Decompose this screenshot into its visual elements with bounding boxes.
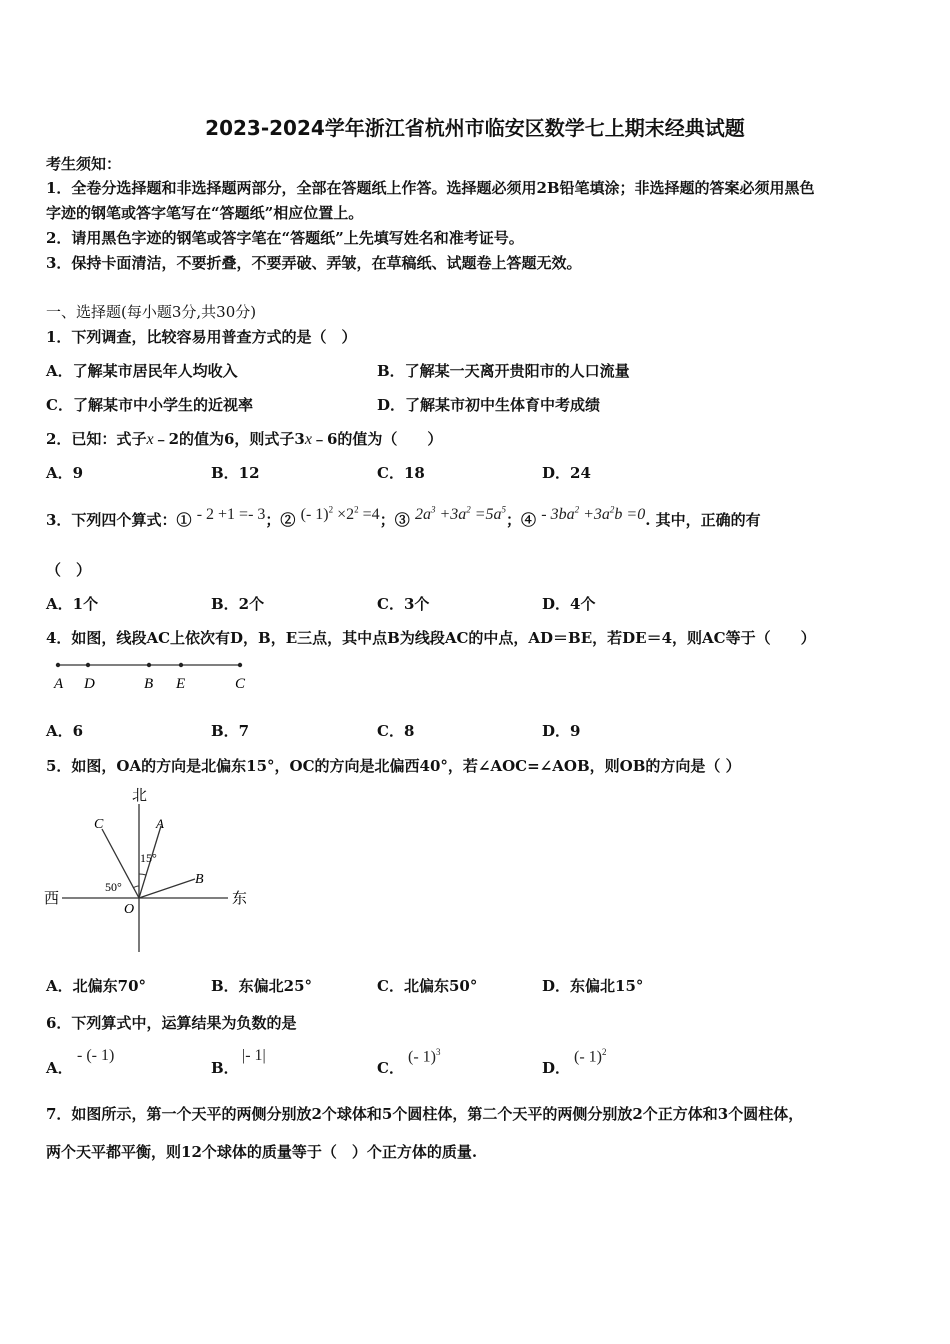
q6-option-a-expr: - (- 1)	[77, 1047, 115, 1064]
q4-point-a	[56, 663, 60, 667]
q6-option-b: B．	[211, 1059, 239, 1077]
q6-option-c-expr: (- 1)$^3$	[408, 1047, 441, 1066]
q5-label-west: 西	[44, 891, 60, 907]
q3-option-b: B．2个	[211, 595, 265, 613]
q1-option-c: C．了解某市中小学生的近视率	[46, 396, 253, 414]
q2-stem-a: 2．已知：式子	[46, 430, 147, 448]
q4-point-c	[238, 663, 242, 667]
q4-label-e: E	[176, 676, 186, 692]
section-heading: 一、选择题(每小题3分,共30分)	[46, 303, 257, 321]
q5-angle-arc-50	[133, 886, 139, 888]
q2-stem	[46, 428, 442, 449]
q4-point-e	[179, 663, 183, 667]
q5-option-c: C．北偏东50°	[377, 977, 478, 995]
q3-stem	[46, 504, 761, 530]
q7-line-2: 两个天平都平衡，则12个球体的质量等于（ ）个正方体的质量.	[46, 1143, 478, 1161]
q2-var-x2: x	[304, 431, 312, 448]
q3-formula-1: - 2 +1 =- 3	[196, 506, 266, 523]
q2-stem-b: ﹣2的值为6，则式子3	[153, 430, 305, 448]
q6-option-a: A．	[46, 1059, 73, 1077]
q4-option-a: A．6	[46, 722, 84, 740]
q4-option-d: D．9	[542, 722, 581, 740]
q3-paren: （ ）	[46, 561, 92, 579]
q3-option-d: D．4个	[542, 595, 596, 613]
q5-ray-ob	[139, 879, 195, 898]
q6-option-c: C．	[377, 1059, 404, 1077]
q3-formula-4: - $3ba^2 +3a^2b =0$	[541, 504, 646, 523]
q2-option-c: C．18	[377, 464, 425, 482]
q5-angle-arc-15	[139, 874, 146, 875]
q7-line-1: 7．如图所示，第一个天平的两侧分别放2个球体和5个圆柱体，第二个天平的两侧分别放2个正方体和3个圆柱体，	[46, 1105, 804, 1123]
q6-option-b-expr: |- 1|	[242, 1047, 266, 1064]
q5-option-a: A．北偏东70°	[46, 977, 147, 995]
q3-formula-3: $2a^3 +3a^2 =5a^5$	[414, 504, 507, 523]
q5-direction-figure	[40, 782, 260, 957]
q4-point-b	[147, 663, 151, 667]
q3-sep-2: ；②	[265, 511, 296, 529]
q3-option-c: C．3个	[377, 595, 430, 613]
q1-stem: 1．下列调查，比较容易用普查方式的是（ ）	[46, 328, 357, 346]
q3-sep-3: ；③	[379, 511, 410, 529]
q2-var-x: x	[146, 431, 154, 448]
q5-angle-50: 50°	[105, 880, 122, 894]
q5-angle-15: 15°	[140, 851, 157, 865]
q6-option-d-expr: (- 1)$^2$	[574, 1047, 607, 1066]
notice-line-1a: 1．全卷分选择题和非选择题两部分，全部在答题纸上作答。选择题必须用2B铅笔填涂；非选择题的答案必须用黑色	[46, 179, 815, 197]
q4-point-d	[86, 663, 90, 667]
q5-label-a: A	[156, 816, 164, 831]
q5-option-d: D．东偏北15°	[542, 977, 644, 995]
q5-option-b: B．东偏北25°	[211, 977, 313, 995]
notice-line-3: 3．保持卡面清洁，不要折叠，不要弄破、弄皱，在草稿纸、试题卷上答题无效。	[46, 254, 582, 272]
page-title: 2023-2024学年浙江省杭州市临安区数学七上期末经典试题	[205, 116, 745, 140]
q2-option-b: B．12	[211, 464, 260, 482]
q5-label-east: 东	[232, 891, 248, 907]
q4-option-c: C．8	[377, 722, 415, 740]
q3-option-a: A．1个	[46, 595, 99, 613]
q5-label-north: 北	[132, 788, 148, 804]
q3-formula-2: (- $1)^2 \times 2^2 =4$	[300, 504, 380, 523]
notice-line-2: 2．请用黑色字迹的钢笔或答字笔在“答题纸”上先填写姓名和准考证号。	[46, 229, 524, 247]
q4-label-d: D	[84, 676, 95, 692]
q3-stem-a: 3．下列四个算式：①	[46, 511, 192, 529]
q6-stem: 6．下列算式中，运算结果为负数的是	[46, 1014, 297, 1032]
q4-segment-figure	[44, 656, 254, 696]
q5-label-c: C	[94, 817, 104, 832]
notice-line-1b: 字迹的钢笔或答字笔写在“答题纸”相应位置上。	[46, 204, 364, 222]
q4-option-b: B．7	[211, 722, 250, 740]
q4-label-c: C	[235, 676, 246, 692]
q5-label-o: O	[124, 902, 135, 917]
q4-label-b: B	[144, 676, 154, 692]
q1-option-b: B．了解某一天离开贵阳市的人口流量	[377, 362, 630, 380]
q5-stem: 5．如图，OA的方向是北偏东15°，OC的方向是北偏西40°，若∠AOC=∠AOB，则OB的方向是（ ）	[46, 757, 741, 775]
q3-sep-4: ；④	[506, 511, 537, 529]
q6-option-d: D．	[542, 1059, 571, 1077]
q2-stem-c: ﹣6的值为（ ）	[311, 430, 443, 448]
q4-stem: 4．如图，线段AC上依次有D，B，E三点，其中点B为线段AC的中点，AD＝BE，若DE＝4，则AC等于（ ）	[46, 629, 816, 647]
q4-label-a: A	[54, 676, 64, 692]
q2-option-a: A．9	[46, 464, 84, 482]
q1-option-a: A．了解某市居民年人均收入	[46, 362, 238, 380]
q5-label-b: B	[195, 872, 204, 887]
q1-option-d: D．了解某市初中生体育中考成绩	[377, 396, 601, 414]
notice-heading: 考生须知：	[46, 155, 122, 173]
q2-option-d: D．24	[542, 464, 591, 482]
q3-tail: . 其中，正确的有	[645, 511, 761, 529]
